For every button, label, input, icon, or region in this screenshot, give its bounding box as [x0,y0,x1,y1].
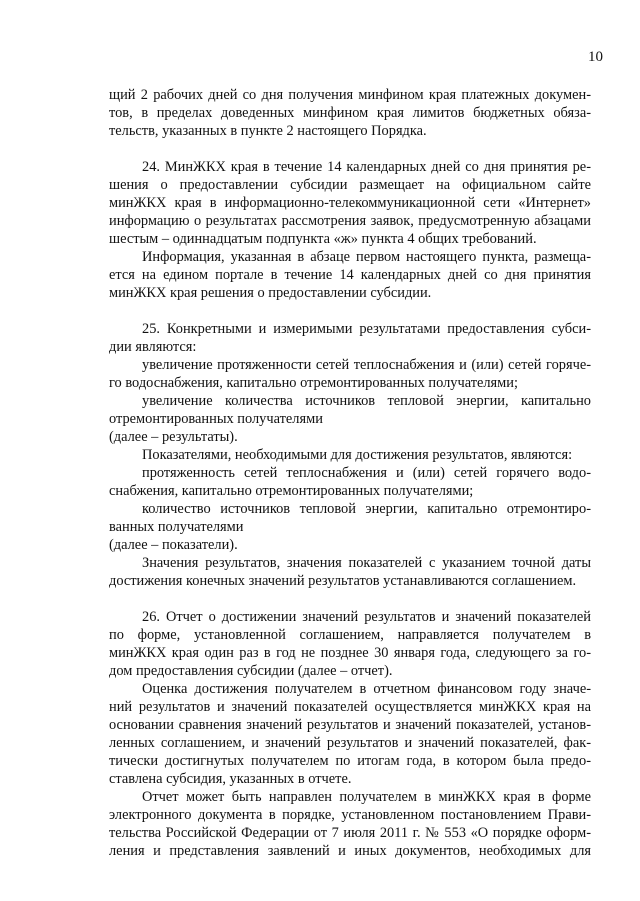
text-line: шения о предоставлении субсидии размещает на официальном сайте [109,177,591,193]
page-number: 10 [588,49,603,65]
text-line: тически достигнутых получателем по итогам года, в котором была предо- [109,753,591,769]
text-line: ванных получателями [109,519,244,535]
text-line: 25. Конкретными и измеримыми результатами предоставления субси- [142,321,591,337]
text-line: 26. Отчет о достижении значений результатов и значений показателей [142,609,591,625]
text-line: дии являются: [109,339,197,355]
text-line: ний результатов и значений показателей осуществляется минЖКХ края на [109,699,591,715]
text-line: достижения конечных значений результатов устанавливаются соглашением. [109,573,577,589]
text-line: отремонтированных получателями [109,411,323,427]
text-line: протяженность сетей теплоснабжения и (или) сетей горячего водо- [142,465,591,481]
text-line: Отчет может быть направлен получателем в минЖКХ края в форме [142,789,591,805]
text-line: тельства Российской Федерации от 7 июля 2011 г. № 553 «О порядке оформ- [109,825,591,841]
text-line: основании сравнения значений результатов и значений показателей, установ- [109,717,591,733]
text-line: увеличение количества источников тепловой энергии, капитально [142,393,591,409]
text-line: тельств, указанных в пункте 2 настоящего Порядка. [109,123,427,139]
text-line: (далее – результаты). [109,429,238,445]
paragraph-gap [109,302,591,320]
paragraph-gap [109,590,591,608]
text-line: го водоснабжения, капитально отремонтированных получателями; [109,375,518,391]
text-line: Значения результатов, значения показателей с указанием точной даты [142,555,591,571]
text-line: ленных соглашением, и значений результатов и значений показателей, фак- [109,735,591,751]
text-line: (далее – показатели). [109,537,238,553]
text-line: минЖКХ края решения о предоставлении субсидии. [109,285,432,301]
text-line: по форме, установленной соглашением, направляется получателем в [109,627,591,643]
text-line: минЖКХ края один раз в год не позднее 30 января года, следующего за го- [109,645,591,661]
text-line: снабжения, капитально отремонтированных получателями; [109,483,474,499]
text-line: дом предоставления субсидии (далее – отчет). [109,663,393,679]
text-line: информацию о результатах рассмотрения заявок, предусмотренную абзацами [109,213,591,229]
text-line: ления и представления заявлений и иных документов, необходимых для [109,843,591,859]
text-line: щий 2 рабочих дней со дня получения минфином края платежных докумен- [109,87,591,103]
text-line: количество источников тепловой энергии, капитально отремонтиро- [142,501,591,517]
document-body [109,86,591,860]
text-line: минЖКХ края в информационно-телекоммуникационной сети «Интернет» [109,195,591,211]
text-line: Оценка достижения получателем в отчетном финансовом году значе- [142,681,591,697]
text-line: ставлена субсидия, указанных в отчете. [109,771,352,787]
paragraph-gap [109,140,591,158]
text-line: увеличение протяженности сетей теплоснабжения и (или) сетей горяче- [142,357,591,373]
text-line: Показателями, необходимыми для достижения результатов, являются: [142,447,573,463]
text-line: тов, в пределах доведенных минфином края лимитов бюджетных обяза- [109,105,591,121]
text-line: Информация, указанная в абзаце первом настоящего пункта, размеща- [142,249,591,265]
text-line: ется на едином портале в течение 14 календарных дней со дня принятия [109,267,591,283]
text-line: 24. МинЖКХ края в течение 14 календарных дней со дня принятия ре- [142,159,591,175]
text-line: электронного документа в порядке, установленном постановлением Прави- [109,807,591,823]
text-line: шестым – одиннадцатым подпункта «ж» пункта 4 общих требований. [109,231,537,247]
